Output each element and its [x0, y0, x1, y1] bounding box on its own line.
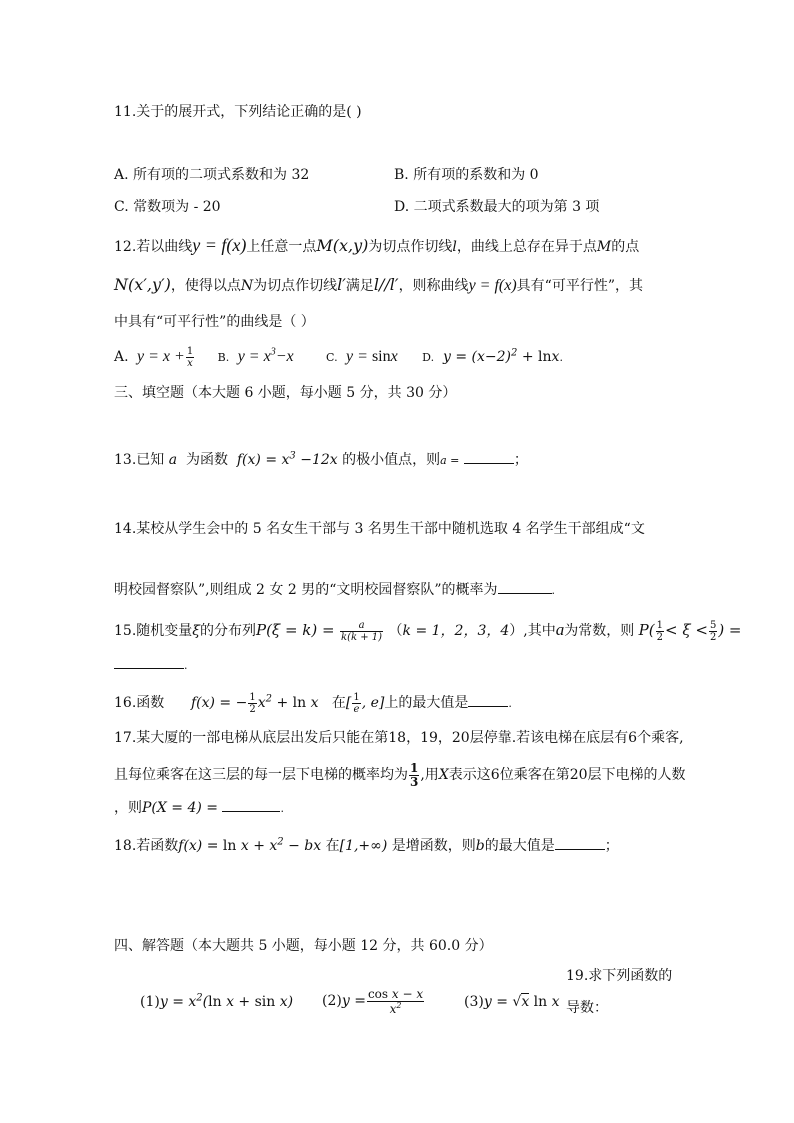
q14-line2: 明校园督察队”,则组成 2 女 2 男的“文明校园督察队”的概率为 . — [114, 582, 556, 598]
q11-option-a: A. 所有项的二项式系数和为 32 — [114, 167, 310, 183]
q19-part3: (3)y = √x ln x — [464, 994, 560, 1010]
q15-line2: . — [114, 655, 188, 676]
q11-option-b: B. 所有项的系数和为 0 — [394, 167, 539, 183]
q11-option-c: C. 常数项为 - 20 — [114, 199, 221, 215]
q17-line1: 17.某大厦的一部电梯从底层出发后只能在第18，19，20层停靠.若该电梯在底层有6个乘客, — [114, 730, 684, 746]
q19-label-line1: 19.求下列函数的 — [566, 968, 673, 984]
q12-line1: 12.若以曲线y = f(x)上任意一点M(x,y)为切点作切线l，曲线上总存在异于点M的点 — [114, 235, 640, 255]
q19-label-line2: 导数： — [566, 1000, 608, 1016]
q16: 16.函数 f(x) = − $\frac{1}{2}$ $x^2 + \ln x$ 在[ $\frac{1}{e}$ , e]上的最大值是 . — [114, 691, 512, 715]
q17-line2: 且每位乘客在这三层的每一层下电梯的概率均为 $\frac{1}{3}$ ,用X表示这6位乘客在第20层下电梯的人数 — [114, 760, 686, 789]
q19-part2: (2)y = $\frac{\text{cos x − x}}{x^2}$ — [322, 986, 424, 1016]
q12-options: A. y = x + $\frac{1}{x}$ B. $y = x^3-x$ C. y = sinx D. $y = (x-2)^2 + \ln x$. — [114, 345, 563, 369]
q11-option-d: D. 二项式系数最大的项为第 3 项 — [394, 199, 600, 215]
section-3-heading: 三、填空题（本大题 6 小题，每小题 5 分，共 30 分） — [114, 385, 457, 401]
q11-stem: 11.关于的展开式，下列结论正确的是( ) — [114, 104, 362, 120]
q14-line1: 14.某校从学生会中的 5 名女生干部与 3 名男生干部中随机选取 4 名学生干部组成“文 — [114, 521, 645, 537]
q13: 13.已知 a 为函数 $f(x) = x^3 -12x$ 的极小值点，则a = ； — [114, 450, 528, 468]
q18: 18.若函数$f(x) = \ln x + x^2$ − bx 在[1,+∞) 是增函数，则b的最大值是 ； — [114, 836, 619, 854]
q12-line2: N(x′,y′)，使得以点N为切点作切线l′满足l//l′，则称曲线y = f(x)具有“可平行性”，其 — [114, 275, 643, 294]
q15-line1: 15.随机变量ξ的分布列P(ξ = k) = $\frac{a}{k(k + 1)}$ （k = 1，2，3，4）,其中a为常数，则 P( $\frac{1}{2}$ < ξ < $\frac{5}{2}$ ) = — [114, 619, 742, 643]
q19-part1: $(1)y = x^2(\ln$ x + sin x) — [140, 992, 294, 1010]
section-4-heading: 四、解答题（本大题共 5 小题，每小题 12 分，共 60.0 分） — [114, 938, 493, 954]
q12-line3: 中具有“可平行性”的曲线是（ ） — [114, 314, 315, 330]
q17-line3: ，则P(X = 4) = . — [114, 800, 284, 816]
